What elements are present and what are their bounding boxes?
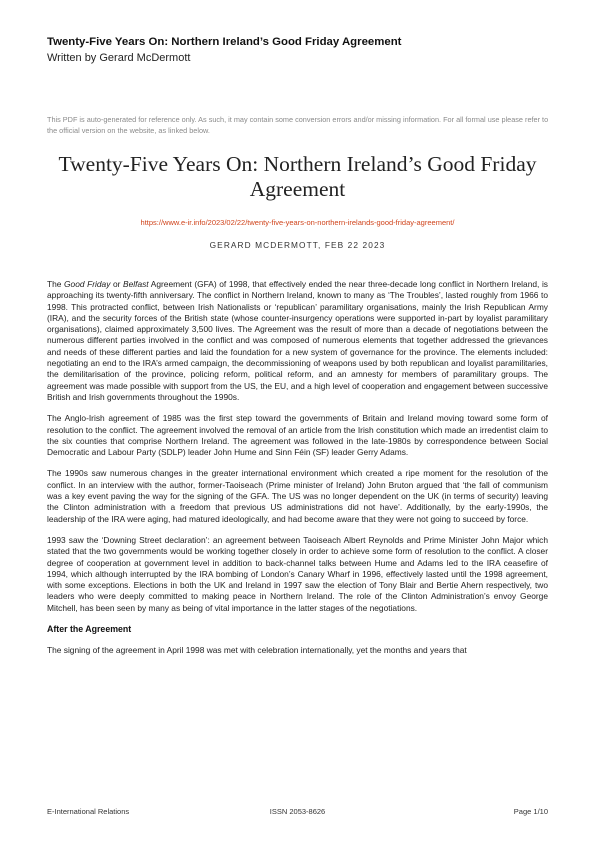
source-link[interactable]: https://www.e-ir.info/2023/02/22/twenty-five-years-on-northern-irelands-good-friday-agreement/ xyxy=(140,218,455,227)
header-title: Twenty-Five Years On: Northern Ireland’s Good Friday Agreement xyxy=(47,36,402,48)
paragraph-5: The signing of the agreement in April 1998 was met with celebration internationally, yet the months and years that xyxy=(47,645,467,656)
running-header xyxy=(47,35,548,66)
header-author: Written by Gerard McDermott xyxy=(47,52,191,64)
section-heading: After the Agreement xyxy=(47,624,132,635)
footer-issn: ISSN 2053-8626 xyxy=(269,807,326,816)
paragraph-4: 1993 saw the ‘Downing Street declaration’: an agreement between Taoiseach Albert Reynolds and Prime Minister John Major which stated that the two governments would be working together closely in order to achieve some form of resolution to the conflict. A closer degree of cooperation at government level in addition to back-channel talks between Hume and Adams led to the IRA ceasefire of 1994, which although interrupted by the IRA bombing of London’s Canary Wharf in 1996, effectively lasted until the 1998 agreement, with some exceptions. Elections in both the UK and Ireland in 1997 saw the election of Tony Blair and Bertie Ahern respectively, two leaders who were deeply committed to making peace in Northern Ireland. The role of the Clinton Administration’s envoy George Mitchell, has been seen by many as being of vital importance in the latter stages of the negotiations. xyxy=(47,534,548,613)
article-title: Twenty-Five Years On: Northern Ireland’s Good Friday Agreement xyxy=(58,152,537,201)
good-friday-italic: Good Friday xyxy=(64,279,111,289)
disclaimer-note: This PDF is auto-generated for reference only. As such, it may contain some conversion errors and/or missing information. For all formal use please refer to the official version on the website, as linked below. xyxy=(47,115,549,135)
footer-page-number: Page 1/10 xyxy=(513,807,548,816)
belfast-italic: Belfast xyxy=(123,279,149,289)
paragraph-1-text-a: The xyxy=(47,279,65,289)
paragraph-2: The Anglo-Irish agreement of 1985 was the first step toward the governments of Britain and Ireland moving toward some form of resolution to the conflict. The agreement involved the removal of an article from the Irish constitution which made an irredentist claim to the six counties that comprise Northern Ireland. The agreement was followed in the late-1980s by correspondence between Social Democratic and Labour Party (SDLP) leader John Hume and Sinn Féin (SF) leader Gerry Adams. xyxy=(47,413,548,458)
page-footer xyxy=(47,807,548,819)
paragraph-1-text-c: Agreement (GFA) of 1998, that effectively ended the near three-decade long conflict in Northern Ireland, is approaching its twenty-fifth anniversary. The conflict in Northern Ireland, known to many as ‘The Troubles’, lasted roughly from 1966 to 1998. This protracted conflict, between Irish Nationalists or ‘republican’ paramilitary organisations, mainly the Irish Republican Army (IRA), and the security forces of the British state (whose counter-insurgency operations were supported in-part by loyalist paramilitary organisations), claimed approximately 3,500 lives. The Agreement was the result of more than a decade of negotiations between the numerous different parties involved in the conflict and was composed of numerous elements that together addressed the grievances and needs of these different parties and laid the foundation for a new system of governance for the province. The elements included: negotiating an end to the IRA’s armed campaign, the decommissioning of weapons used by both republican and loyalist paramilitaries, the demilitarisation of the province, policing reform, political reform, and an amnesty for members of paramilitary groups. The agreement was made possible with support from the US, the EU, and a high level of cooperation and engagement between successive British and Irish governments throughout the 1990s. xyxy=(47,279,548,402)
paragraph-1-text-b: or xyxy=(110,279,124,289)
paragraph-3: The 1990s saw numerous changes in the greater international environment which created a ripe moment for the resolution of the conflict. In an interview with the author, former-Taoiseach (Prime minister of Ireland) John Bruton argued that ‘the fall of communism was a key event paving the way for the signing of the GFA. The US was no longer dependent on the UK (in terms of security) leaving the Clinton administration with a freedom that previous US administrations did not have’. Additionally, by the early-1990s, the leadership of the IRA were aging, had matured ideologically, and had become aware that they were not going to succeed by force. xyxy=(47,468,548,524)
article-body xyxy=(47,279,548,666)
paragraph-1 xyxy=(47,279,548,403)
footer-publisher: E-International Relations xyxy=(47,807,130,816)
byline: GERARD MCDERMOTT, FEB 22 2023 xyxy=(209,240,386,250)
